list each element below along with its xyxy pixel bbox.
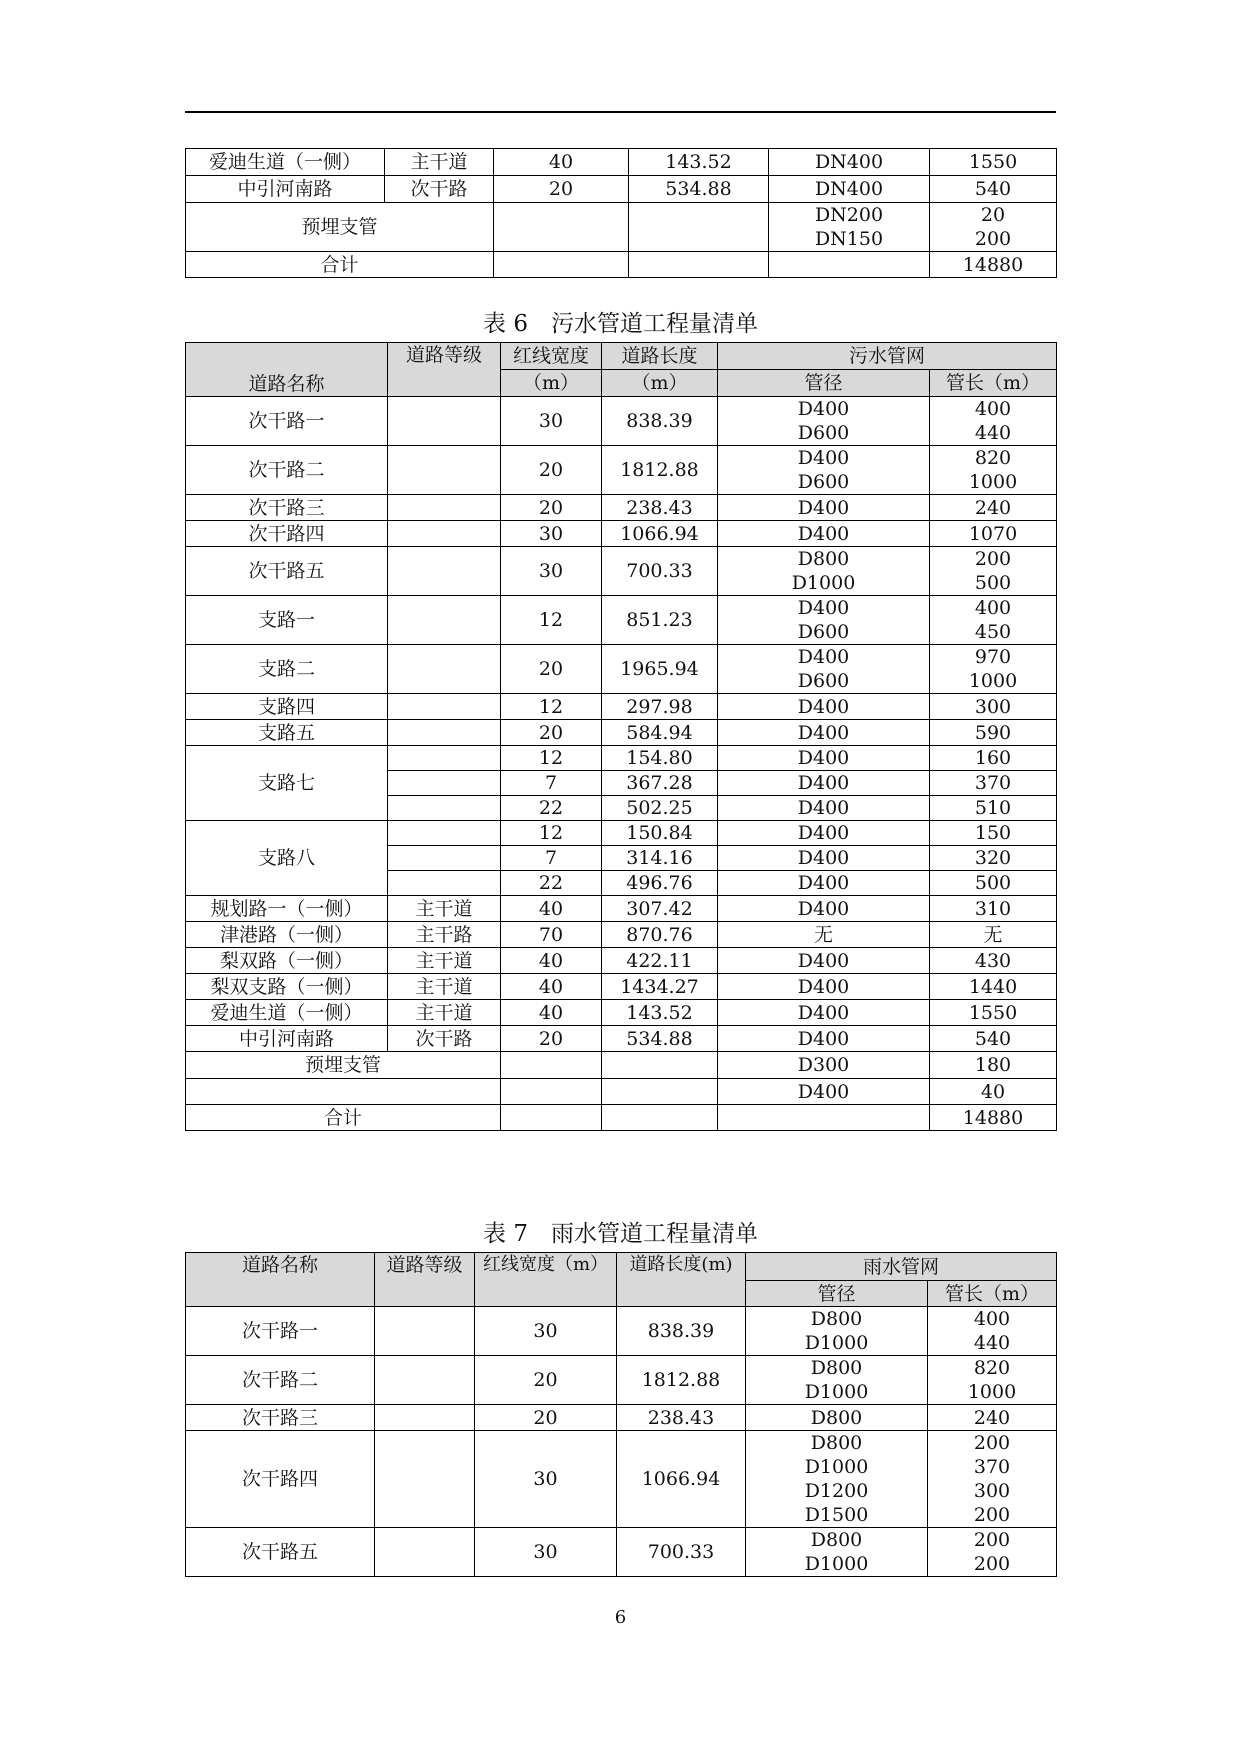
cell-pipe-length: 400 440 — [930, 397, 1057, 446]
cell-pipe-length: 310 — [930, 896, 1057, 922]
cell-pipe-length: 无 — [930, 922, 1057, 948]
cell-road-grade — [388, 694, 501, 720]
table-row — [186, 1307, 1057, 1356]
cell-pipe-diameter: D400 — [718, 720, 930, 746]
cell-road-grade — [388, 547, 501, 596]
cell-road-name: 梨双支路（一侧） — [186, 974, 388, 1000]
table-row — [186, 1431, 1057, 1528]
cell-road-grade — [375, 1528, 475, 1577]
cell-road-grade: 次干路 — [385, 176, 494, 203]
cell-road-name: 次干路三 — [186, 495, 388, 521]
cell-width: 12 — [501, 694, 602, 720]
cell-pipe-length: 200 200 — [928, 1528, 1057, 1577]
cell-road-grade — [388, 771, 501, 796]
table-row — [186, 596, 1057, 645]
cell-width: 12 — [501, 821, 602, 846]
cell-road-name: 支路五 — [186, 720, 388, 746]
table-row — [186, 746, 1057, 771]
cell-width — [501, 1079, 602, 1105]
cell-road-grade — [388, 397, 501, 446]
cell-road-name: 支路一 — [186, 596, 388, 645]
table-row — [186, 821, 1057, 846]
cell-road-grade: 主干道 — [388, 948, 501, 974]
cell-road-name: 次干路二 — [186, 446, 388, 495]
header-pipe-diameter: 管径 — [718, 370, 930, 397]
cell-pipe-length: 820 1000 — [930, 446, 1057, 495]
cell-road-grade — [375, 1431, 475, 1528]
cell-length: 496.76 — [602, 871, 718, 896]
cell-road-grade: 主干道 — [388, 896, 501, 922]
table-row — [186, 1000, 1057, 1026]
cell-length — [602, 1052, 718, 1079]
cell-pipe-diameter: D300 — [718, 1052, 930, 1079]
cell-length — [602, 1105, 718, 1131]
table-7-storm — [185, 1252, 1057, 1577]
header-road-grade: 道路等级 — [388, 343, 501, 397]
cell-road-name: 次干路一 — [186, 397, 388, 446]
cell-width: 22 — [501, 796, 602, 821]
cell-width — [494, 252, 629, 278]
table-row — [186, 1405, 1057, 1431]
header-road-name: 道路名称 — [186, 1253, 375, 1307]
table-row — [186, 252, 1057, 278]
table-row — [186, 176, 1057, 203]
cell-road-grade — [388, 521, 501, 547]
cell-total-label: 合计 — [186, 252, 494, 278]
cell-pipe-diameter: D800 D1000 — [746, 1307, 928, 1356]
cell-pipe-diameter: D400 — [718, 495, 930, 521]
cell-road-grade: 主干路 — [388, 922, 501, 948]
cell-width: 40 — [501, 974, 602, 1000]
cell-pipe-diameter: D400 — [718, 1026, 930, 1052]
cell-road-name: 次干路一 — [186, 1307, 375, 1356]
cell-length: 422.11 — [602, 948, 718, 974]
cell-width: 30 — [501, 547, 602, 596]
cell-pipe-diameter: D800 — [746, 1405, 928, 1431]
cell-road-name: 次干路五 — [186, 1528, 375, 1577]
cell-pipe-diameter: D400 — [718, 1000, 930, 1026]
cell-length: 700.33 — [617, 1528, 746, 1577]
cell-length: 314.16 — [602, 846, 718, 871]
cell-pipe-diameter: D400 — [718, 821, 930, 846]
cell-width: 12 — [501, 746, 602, 771]
cell-road-grade: 主干道 — [388, 1000, 501, 1026]
table-row — [186, 645, 1057, 694]
cell-pipe-length: 1440 — [930, 974, 1057, 1000]
cell-road-name: 梨双路（一侧） — [186, 948, 388, 974]
cell-road-grade — [388, 746, 501, 771]
cell-road-grade — [388, 446, 501, 495]
table-row — [186, 203, 1057, 252]
table-row — [186, 922, 1057, 948]
cell-pipe-length: 40 — [930, 1079, 1057, 1105]
cell-road-name: 中引河南路 — [186, 176, 385, 203]
cell-width: 30 — [475, 1307, 617, 1356]
table-row — [186, 1079, 1057, 1105]
cell-width: 70 — [501, 922, 602, 948]
cell-length: 143.52 — [602, 1000, 718, 1026]
table-5-continuation — [185, 148, 1057, 278]
cell-pipe-length: 400 450 — [930, 596, 1057, 645]
header-length-unit: （m） — [602, 370, 718, 397]
table-row — [186, 974, 1057, 1000]
cell-road-name: 爱迪生道（一侧） — [186, 149, 385, 176]
cell-pipe-diameter: D800 D1000 — [746, 1528, 928, 1577]
cell-width: 20 — [501, 495, 602, 521]
cell-width: 20 — [501, 1026, 602, 1052]
table-row — [186, 896, 1057, 922]
cell-pipe-length: 20 200 — [930, 203, 1057, 252]
cell-road-name — [186, 1079, 501, 1105]
header-red-line-width: 红线宽度 — [501, 343, 602, 370]
header-pipe-diameter: 管径 — [746, 1281, 928, 1307]
table-6-caption: 表 6 污水管道工程量清单 — [483, 311, 758, 337]
cell-road-name: 次干路四 — [186, 1431, 375, 1528]
cell-pipe-length: 400 440 — [928, 1307, 1057, 1356]
cell-pipe-length: 430 — [930, 948, 1057, 974]
header-road-length: 道路长度(m) — [617, 1253, 746, 1307]
cell-pipe-diameter: D400 — [718, 948, 930, 974]
cell-width: 30 — [501, 521, 602, 547]
cell-road-name: 支路四 — [186, 694, 388, 720]
cell-pipe-diameter: D400 — [718, 796, 930, 821]
cell-length: 238.43 — [602, 495, 718, 521]
cell-width: 30 — [501, 397, 602, 446]
cell-pipe-diameter: D400 — [718, 974, 930, 1000]
cell-road-grade: 主干道 — [385, 149, 494, 176]
cell-pipe-length: 320 — [930, 846, 1057, 871]
cell-width: 40 — [501, 1000, 602, 1026]
table-row — [186, 694, 1057, 720]
table-row — [186, 1026, 1057, 1052]
page-number: 6 — [614, 1607, 627, 1628]
cell-pipe-length: 14880 — [930, 1105, 1057, 1131]
cell-width: 20 — [501, 645, 602, 694]
table-7-caption: 表 7 雨水管道工程量清单 — [483, 1221, 758, 1247]
table-row — [186, 446, 1057, 495]
cell-width: 30 — [475, 1431, 617, 1528]
cell-road-name: 支路二 — [186, 645, 388, 694]
cell-pipe-diameter: DN200 DN150 — [769, 203, 930, 252]
cell-width: 40 — [494, 149, 629, 176]
cell-pipe-diameter: D400 D600 — [718, 645, 930, 694]
cell-length: 297.98 — [602, 694, 718, 720]
cell-pipe-diameter: D400 D600 — [718, 596, 930, 645]
cell-width: 20 — [501, 446, 602, 495]
cell-width: 20 — [494, 176, 629, 203]
cell-road-grade: 次干路 — [388, 1026, 501, 1052]
cell-road-name: 预埋支管 — [186, 1052, 501, 1079]
header-road-name: 道路名称 — [186, 343, 388, 397]
cell-pipe-diameter: D400 D600 — [718, 397, 930, 446]
cell-pipe-diameter: D400 D600 — [718, 446, 930, 495]
cell-width — [501, 1105, 602, 1131]
cell-width — [501, 1052, 602, 1079]
table-row — [186, 149, 1057, 176]
cell-length — [602, 1079, 718, 1105]
cell-length: 534.88 — [602, 1026, 718, 1052]
cell-width: 7 — [501, 846, 602, 871]
cell-length: 838.39 — [617, 1307, 746, 1356]
cell-road-grade — [375, 1356, 475, 1405]
cell-pipe-diameter: D400 — [718, 871, 930, 896]
header-width-unit: （m） — [501, 370, 602, 397]
cell-road-grade: 主干道 — [388, 974, 501, 1000]
cell-pipe-length: 1550 — [930, 1000, 1057, 1026]
cell-width — [494, 203, 629, 252]
cell-road-grade — [388, 846, 501, 871]
cell-pipe-length: 160 — [930, 746, 1057, 771]
cell-road-name: 支路八 — [186, 821, 388, 896]
cell-length: 838.39 — [602, 397, 718, 446]
cell-pipe-length: 540 — [930, 1026, 1057, 1052]
cell-pipe-diameter — [769, 252, 930, 278]
header-road-grade: 道路等级 — [375, 1253, 475, 1307]
cell-road-grade — [388, 796, 501, 821]
cell-length: 700.33 — [602, 547, 718, 596]
cell-length: 1434.27 — [602, 974, 718, 1000]
cell-pipe-length: 540 — [930, 176, 1057, 203]
cell-road-name: 津港路（一侧） — [186, 922, 388, 948]
cell-pipe-diameter: D400 — [718, 521, 930, 547]
cell-length: 851.23 — [602, 596, 718, 645]
cell-length: 1066.94 — [602, 521, 718, 547]
cell-length: 502.25 — [602, 796, 718, 821]
cell-pipe-length: 180 — [930, 1052, 1057, 1079]
cell-width: 30 — [475, 1528, 617, 1577]
cell-length: 150.84 — [602, 821, 718, 846]
cell-width: 40 — [501, 948, 602, 974]
cell-length — [629, 252, 769, 278]
cell-road-grade — [388, 871, 501, 896]
cell-road-name: 次干路四 — [186, 521, 388, 547]
cell-length: 1812.88 — [602, 446, 718, 495]
table-row — [186, 1528, 1057, 1577]
cell-width: 20 — [475, 1405, 617, 1431]
header-pipe-length: 管长（m） — [930, 370, 1057, 397]
cell-pipe-length: 370 — [930, 771, 1057, 796]
cell-length: 307.42 — [602, 896, 718, 922]
cell-length: 238.43 — [617, 1405, 746, 1431]
cell-pipe-diameter: DN400 — [769, 149, 930, 176]
cell-road-name: 爱迪生道（一侧） — [186, 1000, 388, 1026]
table-row — [186, 1105, 1057, 1131]
cell-length: 1812.88 — [617, 1356, 746, 1405]
cell-pipe-diameter: D800 D1000 — [718, 547, 930, 596]
header-road-length: 道路长度 — [602, 343, 718, 370]
cell-road-grade — [388, 596, 501, 645]
table-row — [186, 547, 1057, 596]
cell-road-grade — [388, 821, 501, 846]
cell-pipe-length: 1550 — [930, 149, 1057, 176]
cell-road-grade — [388, 720, 501, 746]
cell-width: 12 — [501, 596, 602, 645]
table-row — [186, 1356, 1057, 1405]
cell-pipe-length: 1070 — [930, 521, 1057, 547]
header-rule — [185, 111, 1056, 113]
cell-road-name: 支路七 — [186, 746, 388, 821]
cell-total-label: 合计 — [186, 1105, 501, 1131]
cell-pipe-length: 820 1000 — [928, 1356, 1057, 1405]
cell-pipe-diameter: D400 — [718, 694, 930, 720]
header-sewage-network: 污水管网 — [718, 343, 1057, 370]
cell-pipe-length: 200 370 300 200 — [928, 1431, 1057, 1528]
cell-pipe-diameter: D800 D1000 D1200 D1500 — [746, 1431, 928, 1528]
cell-road-name: 次干路三 — [186, 1405, 375, 1431]
cell-pipe-length: 240 — [928, 1405, 1057, 1431]
cell-pipe-diameter: 无 — [718, 922, 930, 948]
cell-pipe-diameter: D400 — [718, 846, 930, 871]
cell-road-name: 预埋支管 — [186, 203, 494, 252]
cell-length: 584.94 — [602, 720, 718, 746]
cell-width: 20 — [475, 1356, 617, 1405]
cell-length: 1965.94 — [602, 645, 718, 694]
table-row — [186, 720, 1057, 746]
table-row — [186, 397, 1057, 446]
header-red-line-width: 红线宽度（m） — [475, 1253, 617, 1307]
cell-length: 154.80 — [602, 746, 718, 771]
cell-pipe-diameter: D800 D1000 — [746, 1356, 928, 1405]
table-row — [186, 1052, 1057, 1079]
cell-road-grade — [375, 1307, 475, 1356]
cell-pipe-diameter: D400 — [718, 896, 930, 922]
table-row — [186, 495, 1057, 521]
cell-road-name: 规划路一（一侧） — [186, 896, 388, 922]
cell-pipe-length: 200 500 — [930, 547, 1057, 596]
header-storm-network: 雨水管网 — [746, 1253, 1057, 1281]
table-6-sewage — [185, 342, 1057, 1131]
table-row — [186, 521, 1057, 547]
cell-road-name: 次干路二 — [186, 1356, 375, 1405]
cell-width: 20 — [501, 720, 602, 746]
cell-road-name: 中引河南路 — [186, 1026, 388, 1052]
cell-pipe-diameter: D400 — [718, 746, 930, 771]
cell-pipe-length: 500 — [930, 871, 1057, 896]
cell-length: 143.52 — [629, 149, 769, 176]
cell-pipe-length: 510 — [930, 796, 1057, 821]
cell-road-grade — [375, 1405, 475, 1431]
cell-length — [629, 203, 769, 252]
cell-width: 22 — [501, 871, 602, 896]
cell-pipe-length: 300 — [930, 694, 1057, 720]
cell-pipe-length: 590 — [930, 720, 1057, 746]
header-pipe-length: 管长（m） — [928, 1281, 1057, 1307]
cell-length: 367.28 — [602, 771, 718, 796]
cell-pipe-length: 970 1000 — [930, 645, 1057, 694]
cell-road-grade — [388, 645, 501, 694]
cell-road-grade — [388, 495, 501, 521]
cell-pipe-length: 150 — [930, 821, 1057, 846]
cell-length: 1066.94 — [617, 1431, 746, 1528]
cell-pipe-diameter: DN400 — [769, 176, 930, 203]
cell-pipe-diameter — [718, 1105, 930, 1131]
cell-pipe-diameter: D400 — [718, 771, 930, 796]
cell-pipe-diameter: D400 — [718, 1079, 930, 1105]
cell-pipe-length: 14880 — [930, 252, 1057, 278]
table-row — [186, 948, 1057, 974]
cell-pipe-length: 240 — [930, 495, 1057, 521]
cell-width: 40 — [501, 896, 602, 922]
cell-width: 7 — [501, 771, 602, 796]
cell-length: 870.76 — [602, 922, 718, 948]
cell-road-name: 次干路五 — [186, 547, 388, 596]
cell-length: 534.88 — [629, 176, 769, 203]
